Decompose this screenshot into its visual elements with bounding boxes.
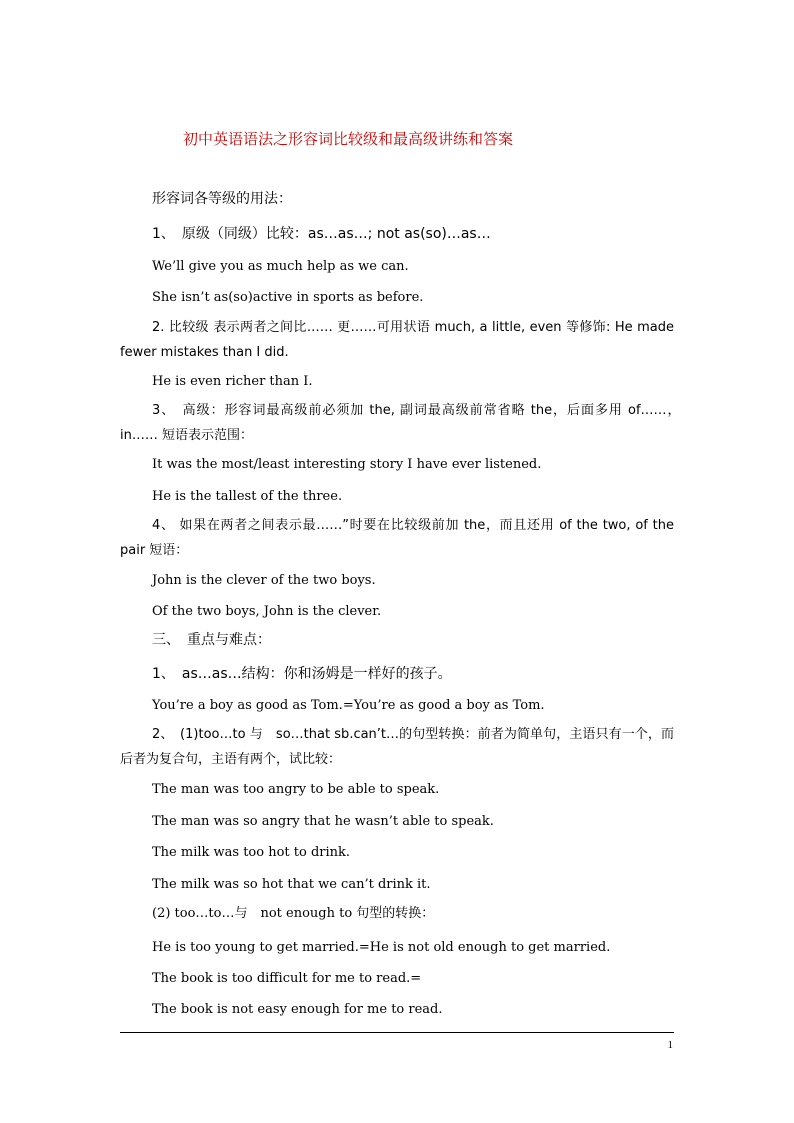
text-line: (2) too…to…与 not enough to 句型的转换： xyxy=(152,906,435,921)
text-line: She isn’t as(so)active in sports as before. xyxy=(152,290,424,305)
text-line: 形容词各等级的用法： xyxy=(152,191,292,207)
text-line: The book is too difficult for me to read.= xyxy=(152,971,422,986)
text-paragraph: 2、 (1)too…to 与 so…that sb.can’t…的句型转换：前者为简单句，主语只有一个，而后者为复合句，主语有两个，试比较： xyxy=(120,727,674,767)
text-line: Of the two boys, John is the clever. xyxy=(152,604,382,619)
document-title: 初中英语语法之形容词比较级和最高级讲练和答案 xyxy=(183,130,514,148)
text-line: John is the clever of the two boys. xyxy=(152,573,376,588)
text-line: 1、 as…as…结构：你和汤姆是一样好的孩子。 xyxy=(152,666,452,682)
text-line: It was the most/least interesting story I have ever listened. xyxy=(152,457,542,472)
text-line: We’ll give you as much help as we can. xyxy=(152,259,409,274)
text-paragraph: 3、 高级：形容词最高级前必须加 the, 副词最高级前常省略 the，后面多用 of……， in…… 短语表示范围： xyxy=(120,403,688,443)
text-line: He is the tallest of the three. xyxy=(152,489,343,504)
text-line: 1、 原级（同级）比较：as…as…; not as(so)…as… xyxy=(152,226,491,242)
text-line: The book is not easy enough for me to read. xyxy=(152,1002,443,1017)
text-line: The man was too angry to be able to speak. xyxy=(152,782,440,797)
text-line: He is even richer than I. xyxy=(152,374,313,389)
text-paragraph: 4、 如果在两者之间表示最……”时要在比较级前加 the，而且还用 of the two, of the pair 短语： xyxy=(120,518,674,558)
text-line: The milk was so hot that we can’t drink it. xyxy=(152,877,431,892)
text-paragraph: 2. 比较级 表示两者之间比…… 更……可用状语 much, a little, even 等修饰: He made fewer mistakes than I did. xyxy=(120,320,674,360)
footer-divider xyxy=(120,1032,674,1033)
text-line: He is too young to get married.=He is not old enough to get married. xyxy=(152,940,611,955)
text-line: The man was so angry that he wasn’t able to speak. xyxy=(152,814,494,829)
section-heading: 三、 重点与难点： xyxy=(152,632,271,648)
text-line: You’re a boy as good as Tom.=You’re as good a boy as Tom. xyxy=(152,698,545,713)
page-number: 1 xyxy=(667,1039,673,1051)
text-line: The milk was too hot to drink. xyxy=(152,845,351,860)
